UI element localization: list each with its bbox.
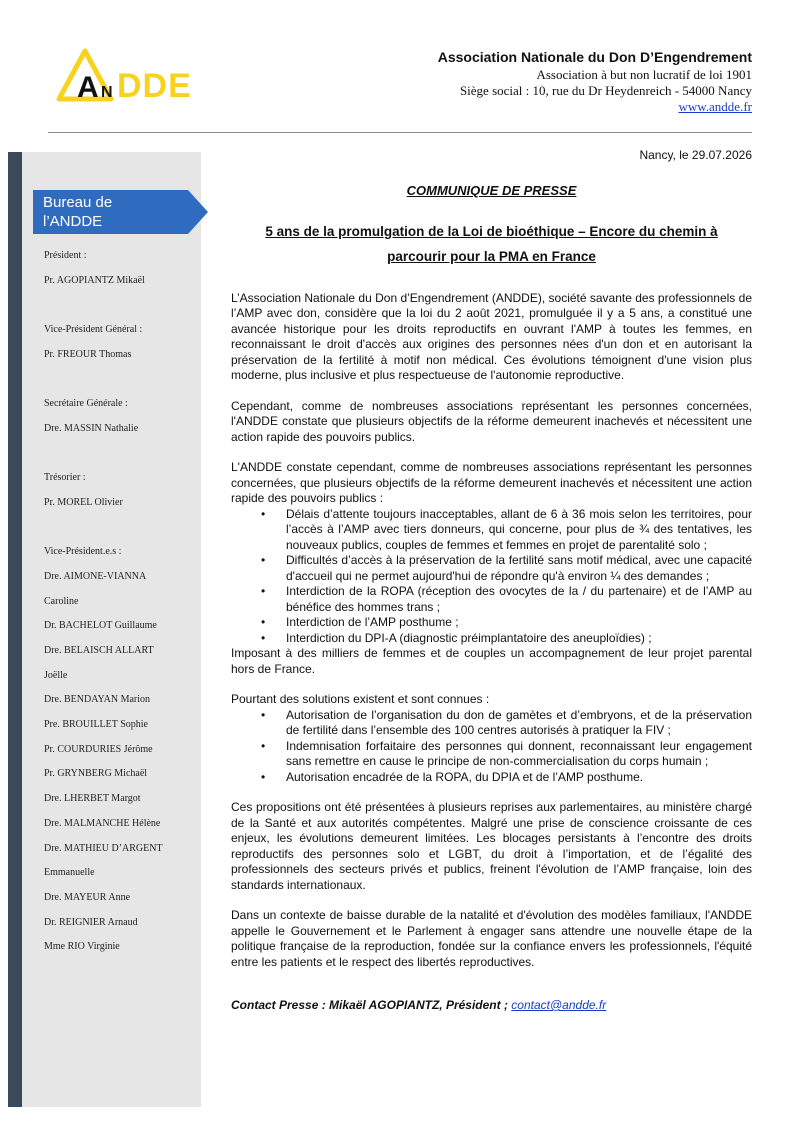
member-line: Dre. LHERBET Margot (44, 793, 141, 805)
header-divider (48, 132, 752, 133)
title-line1: 5 ans de la promulgation de la Loi de bioéthique – Encore du chemin à (265, 223, 718, 239)
document-date: Nancy, le 29.07.2026 (639, 148, 752, 162)
list-item: • Délais d’attente toujours inacceptables, allant de 6 à 36 mois selon les territoires, pour l’accès à l’AMP avec tiers donneurs, qui concerne, pour plus de ¾ des tentatives, les nouveaux publics, couples de femmes et femmes en projet de parentalité solo ; (286, 507, 752, 554)
bureau-title-line1: Bureau de (43, 194, 113, 211)
bureau-title-banner (33, 190, 208, 234)
member-line: Pr. FREOUR Thomas (44, 348, 132, 360)
member-line: Dre. MALMANCHE Hélène (44, 817, 161, 829)
press-release-label: COMMUNIQUE DE PRESSE (406, 183, 577, 198)
member-line: Pr. AGOPIANTZ Mikaël (44, 274, 145, 286)
press-contact (231, 998, 752, 1014)
member-line: Dre. AIMONE-VIANNA (44, 570, 147, 582)
svg-text:N: N (101, 84, 113, 101)
press-release-title (231, 219, 752, 269)
member-line: Pre. BROUILLET Sophie (44, 719, 148, 731)
member-line: Pr. COURDURIES Jérôme (44, 743, 153, 755)
svg-text:A: A (77, 71, 99, 104)
paragraph-intro: L’Association Nationale du Don d’Engendrement (ANDDE), société savante des professionnels de l’AMP avec don, considère que la loi du 2 août 2021, promulguée il y a 5 ans, a constitué une avancée historique pour les droits reproductifs en ouvrant l'AMP à toutes les femmes, en reconnaissant le droit d'accès aux origines des personnes nées d'un don et en autorisant la préservation de la fertilité à motif non médical. Ces évolutions témoignent d'une vision plus moderne, plus inclusive et plus respectueuse de l'autonomie reproductive. (231, 290, 752, 382)
press-release-body (231, 183, 752, 1014)
paragraph-consequence: Imposant à des milliers de femmes et de couples un accompagnement de leur projet parental hors de France. (231, 646, 752, 676)
member-line (44, 448, 199, 473)
member-line: Dre. MATHIEU D’ARGENT (44, 842, 163, 854)
title-line2: parcourir pour la PMA en France (387, 248, 596, 264)
list-item: • Interdiction de la ROPA (réception des ovocytes de la / du partenaire) et de l’AMP au bénéfice des hommes trans ; (286, 584, 752, 615)
bureau-members-list (44, 250, 199, 966)
org-legal-status: Association à but non lucratif de loi 1901 (536, 67, 752, 82)
member-line: Dr. BACHELOT Guillaume (44, 620, 157, 632)
paragraph-objectives: L'ANDDE constate cependant, comme de nombreuses associations représentant les personnes concernées, que plusieurs objectifs de la réforme demeurent inachevés et nécessitent une action rapide des pouvoirs publics : (231, 460, 752, 505)
member-line: Dre. MAYEUR Anne (44, 891, 131, 903)
member-line: Emmanuelle (44, 867, 95, 879)
member-line: Joëlle (44, 669, 68, 681)
member-line (44, 522, 199, 547)
solutions-list (231, 708, 752, 786)
list-item: • Indemnisation forfaitaire des personnes qui donnent, reconnaissant leur engagement sans remettre en cause le principe de non-commercialisation du corps humain ; (286, 739, 752, 770)
member-line: Dre. BENDAYAN Marion (44, 694, 151, 706)
contact-label: Contact Presse : Mikaël AGOPIANTZ, Président ; (231, 998, 512, 1012)
member-line: Secrétaire Générale : (44, 398, 128, 410)
paragraph-call-to-action: Dans un contexte de baisse durable de la natalité et d'évolution des modèles familiaux, l'ANDDE appelle le Gouvernement et le Parlement à engager sans attendre une nouvelle étape de la politique française de la reproduction, fondée sur la confiance envers les professionnels, l'équité entre les patients et le respect des libertés reproductives. (231, 908, 752, 969)
issues-list (231, 507, 752, 647)
member-line (44, 373, 199, 398)
member-line: Mme RIO Virginie (44, 941, 120, 953)
svg-text:DDE: DDE (117, 67, 192, 105)
member-line: Caroline (44, 595, 79, 607)
member-line: Pr. GRYNBERG Michaël (44, 768, 148, 780)
list-item: • Difficultés d’accès à la préservation de la fertilité sans motif médical, avec une capacité d'accueil qui ne permet aujourd'hui de répondre qu'à environ ¼ des demandes ; (286, 553, 752, 584)
member-line: Dr. REIGNIER Arnaud (44, 916, 138, 928)
member-line: Pr. MOREL Olivier (44, 496, 123, 508)
member-line: Vice-Président.e.s : (44, 546, 122, 558)
member-line: Trésorier : (44, 472, 86, 484)
sidebar-edge (8, 152, 22, 1107)
member-line: Vice-Président Général : (44, 324, 143, 336)
member-line: Président : (44, 250, 87, 261)
member-line: Dre. MASSIN Nathalie (44, 422, 139, 434)
paragraph-however: Cependant, comme de nombreuses associations représentant les personnes concernées, l'ANDDE constate que plusieurs objectifs de la réforme demeurent inachevés et nécessitent une action rapide des pouvoirs publics. (231, 398, 752, 444)
list-item: • Interdiction de l’AMP posthume ; (286, 615, 752, 631)
member-line (44, 299, 199, 324)
website-link[interactable]: www.andde.fr (678, 99, 752, 114)
org-name: Association Nationale du Don D’Engendrement (437, 49, 752, 65)
list-item: • Autorisation de l’organisation du don de gamètes et d’embryons, et de la préservation de fertilité dans l’ensemble des 100 centres autorisés à pratiquer la FIV ; (286, 708, 752, 739)
member-line: Dre. BELAISCH ALLART (44, 645, 154, 656)
contact-email-link[interactable]: contact@andde.fr (511, 998, 607, 1012)
letterhead (438, 49, 752, 115)
org-address: Siège social : 10, rue du Dr Heydenreich - 54000 Nancy (459, 83, 752, 98)
paragraph-solutions: Pourtant des solutions existent et sont connues : (231, 692, 490, 706)
list-item: • Autorisation encadrée de la ROPA, du DPIA et de l’AMP posthume. (286, 770, 752, 786)
andde-logo (55, 45, 245, 105)
list-item: • Interdiction du DPI-A (diagnostic préimplantatoire des aneuploïdies) ; (286, 631, 752, 647)
paragraph-proposals: Ces propositions ont été présentées à plusieurs reprises aux parlementaires, au ministère chargé de la Santé et aux autorités compétentes. Malgré une prise de conscience croissante de ces enjeux, les évolutions demeurent limitées. Les blocages persistants à l’encontre des droits reproductifs des personnes solo et LGBT, du droit à l’importation, et de l’égalité des professionnels des secteurs privés et publics, freinent l'évolution de l’AMP française, loin des standards internationaux. (231, 800, 752, 892)
bureau-title-line2: l’ANDDE (43, 213, 103, 230)
